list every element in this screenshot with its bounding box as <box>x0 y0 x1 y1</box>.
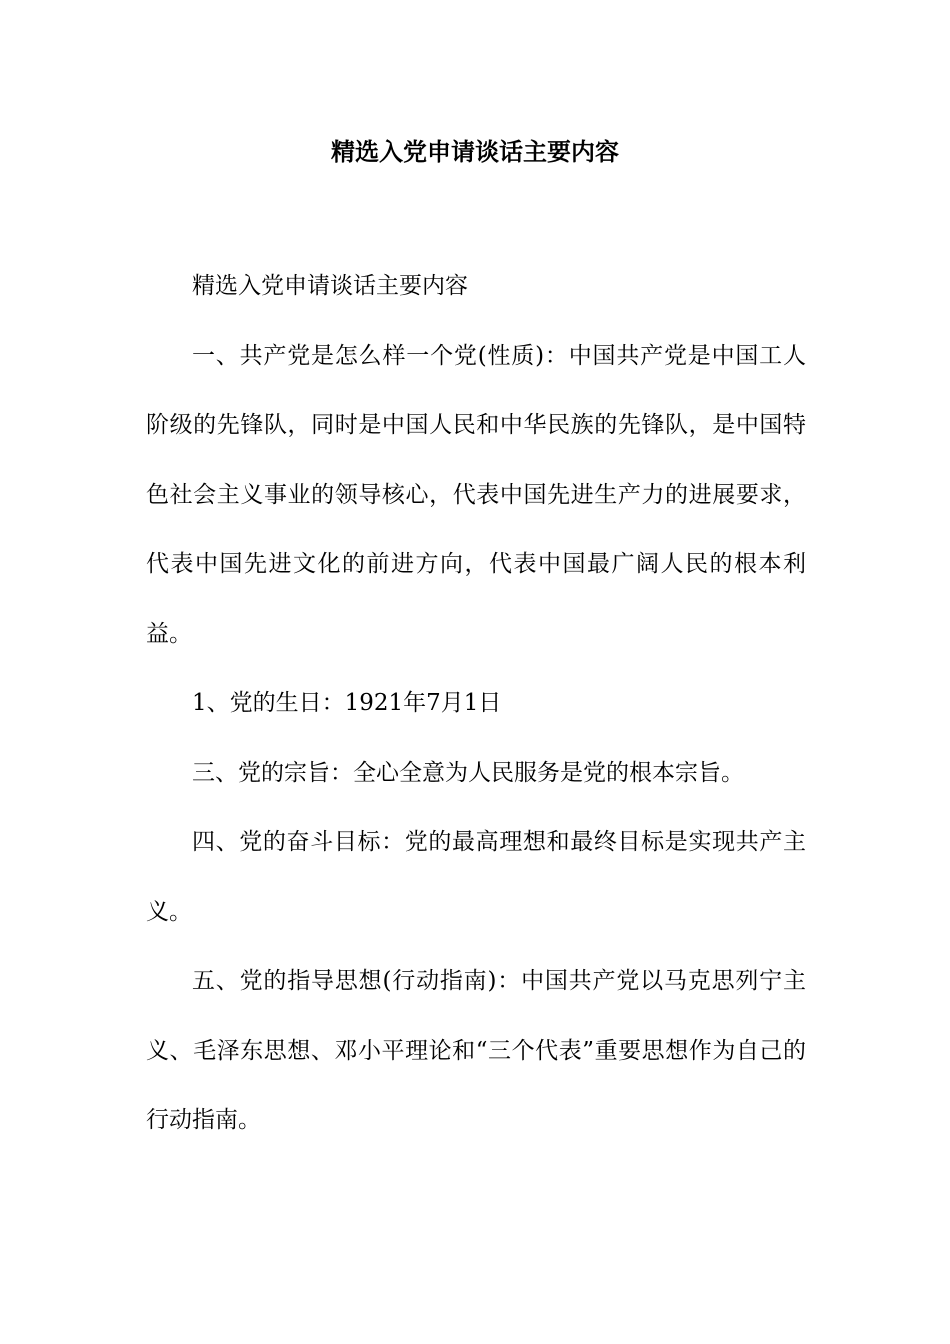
paragraph-party-goal: 四、党的奋斗目标：党的最高理想和最终目标是实现共产主义。 <box>146 829 806 925</box>
paragraph-subtitle: 精选入党申请谈话主要内容 <box>192 273 468 299</box>
document-title: 精选入党申请谈话主要内容 <box>331 137 619 166</box>
paragraph-party-purpose: 三、党的宗旨：全心全意为人民服务是党的根本宗旨。 <box>192 759 744 786</box>
paragraph-party-nature: 一、共产党是怎么样一个党(性质)：中国共产党是中国工人阶级的先锋队，同时是中国人民和中华民族的先锋队，是中国特色社会主义事业的领导核心，代表中国先进生产力的进展要求，代表中国先进文化的前进方向，代表中国最广阔人民的根本利益。 <box>146 342 806 647</box>
paragraph-guiding-ideology: 五、党的指导思想(行动指南)：中国共产党以马克思列宁主义、毛泽东思想、邓小平理论和“三个代表”重要思想作为自己的行动指南。 <box>146 968 806 1133</box>
paragraph-party-birthday: 1、党的生日：1921年7月1日 <box>192 690 502 716</box>
document-body <box>146 252 806 1156</box>
